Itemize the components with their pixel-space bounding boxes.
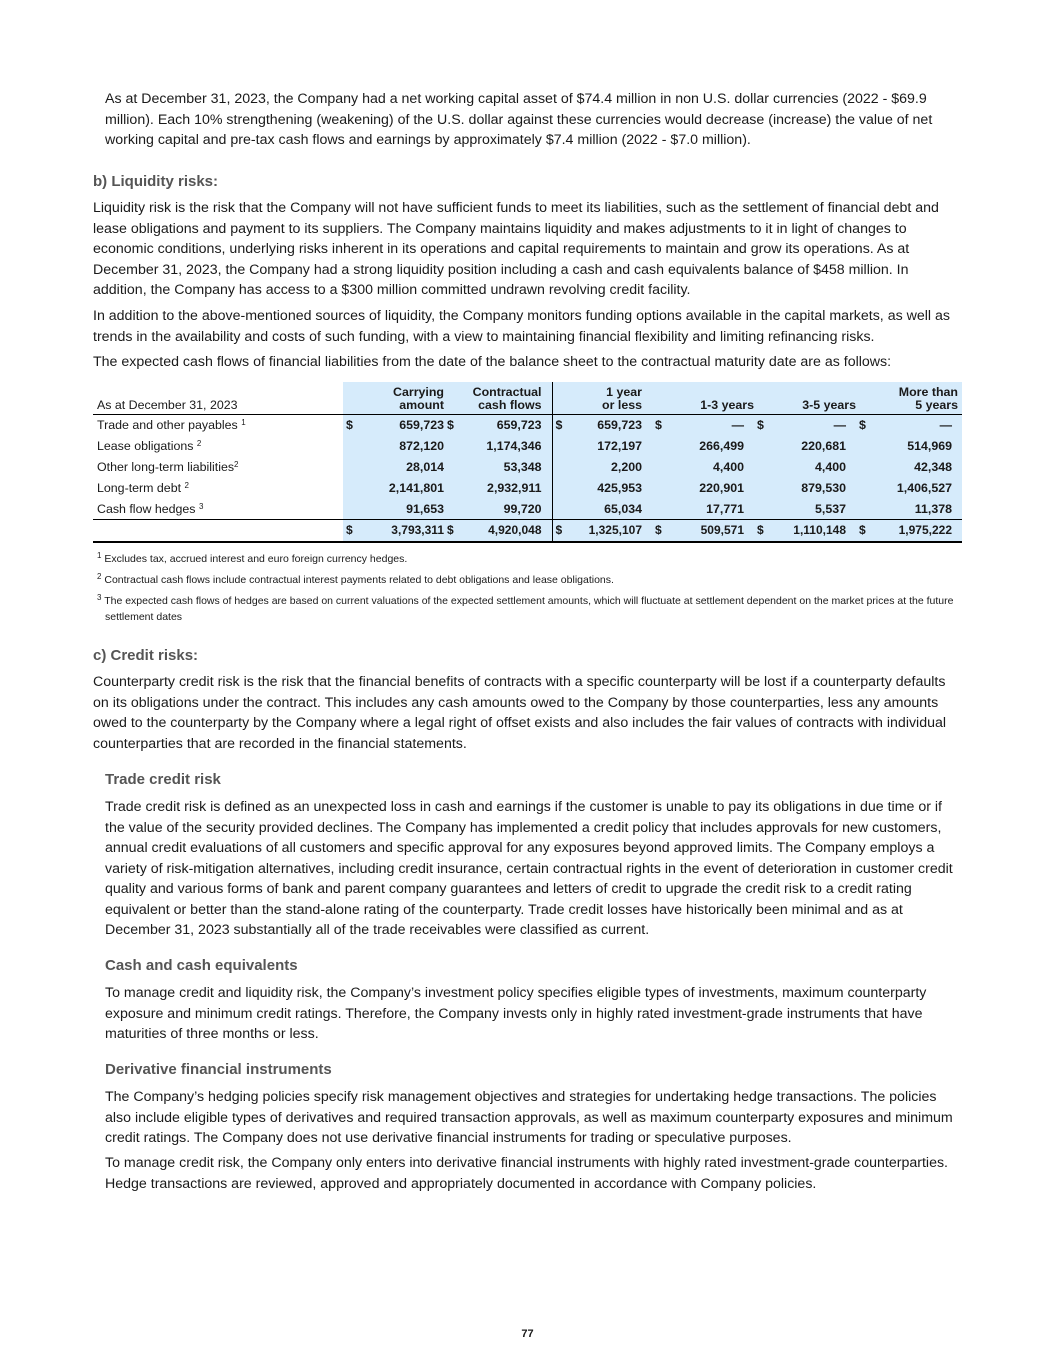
row-label: Lease obligations $^2$ xyxy=(97,439,202,454)
intro-paragraph: As at December 31, 2023, the Company had a net working capital asset of $74.4 million in non U.S. dollar currencies (2022 - $69.9 million). Each 10% strengthening (weakening) of the U.S. dollar against these currencies would decrease (increase) the value of net working capital and pre-tax cash flows and earnings by approximately $7.4 million (2022 - $7.0 million). xyxy=(105,91,933,148)
derivatives-paragraph-1: The Company’s hedging policies specify risk management objectives and strategies for undertaking hedge transactions. The policies also include eligible types of derivatives and required transaction approvals, as well as maximum counterparty exposures and minimum credit ratings. The Company does not use derivative financial instruments for trading or speculative purposes. xyxy=(105,1089,953,1146)
footnote-1: $^1$ Excludes tax, accrued interest and euro foreign currency hedges. xyxy=(97,551,408,565)
table-header-row xyxy=(93,382,962,415)
derivatives-paragraph-2: To manage credit risk, the Company only enters into derivative financial instruments with highly rated investment-grade counterparties. Hedge transactions are reviewed, approved and appropriately documented in accordance with Company policies. xyxy=(105,1155,948,1192)
table-row: Long-term debt $^2$ 2,141,801 2,932,911 425,953 220,901 879,530 1,406,527 xyxy=(93,477,962,498)
liquidity-heading: b) Liquidity risks: xyxy=(93,173,219,190)
cash-flow-maturity-table xyxy=(93,382,962,543)
page-number: 77 xyxy=(521,1328,534,1340)
table-row: Cash flow hedges $^3$ 91,653 99,720 65,034 17,771 5,537 11,378 xyxy=(93,498,962,519)
derivatives-heading: Derivative financial instruments xyxy=(105,1061,332,1078)
column-header-carrying-amount: Carrying amount xyxy=(361,382,444,415)
column-header-1-year-or-less: 1 year or less xyxy=(570,382,652,415)
table-header-label: As at December 31, 2023 xyxy=(93,382,343,415)
row-label: Trade and other payables $^1$ xyxy=(97,418,246,433)
table-row: Lease obligations $^2$ 872,120 1,174,346 172,197 266,499 220,681 514,969 xyxy=(93,436,962,457)
column-header-1-3-years: 1-3 years xyxy=(670,382,754,415)
footnote-2: $^2$ Contractual cash flows include contractual interest payments related to debt obligations and lease obligations. xyxy=(97,572,614,586)
row-label: Cash flow hedges $^3$ xyxy=(97,501,204,516)
table-row: Trade and other payables $^1$ $ 659,723 $ 659,723 $ 659,723 $ — $ — $ — xyxy=(93,415,962,436)
column-header-contractual-cash-flows: Contractual cash flows xyxy=(462,382,552,415)
cash-equivalents-paragraph: To manage credit and liquidity risk, the Company’s investment policy specifies eligible types of investments, maximum counterparty exposure and minimum credit ratings. Therefore, the Company invests only in highly rated investment-grade instruments that have maturities of three months or less. xyxy=(105,985,927,1042)
credit-paragraph: Counterparty credit risk is the risk that the financial benefits of contracts with a specific counterparty will be lost if a counterparty defaults on its obligations under the contract. This includes any cash amounts owed to the Company by those counterparties, less any amounts owed to the counterparty by the Company where a legal right of offset exists and also includes the fair values of contracts with individual counterparties that are recorded in the financial statements. xyxy=(93,674,947,752)
liquidity-paragraph-2: In addition to the above-mentioned sources of liquidity, the Company monitors funding options available in the capital markets, as well as trends in the availability and costs of such funding, with a view to maintaining financial flexibility and limiting refinancing risks. xyxy=(93,308,950,345)
liquidity-paragraph-3: The expected cash flows of financial liabilities from the date of the balance sheet to the contractual maturity date are as follows: xyxy=(93,354,892,370)
table-total-row: $ 3,793,311 $ 4,920,048 $ 1,325,107 $ 509,571 $ 1,110,148 $ 1,975,222 xyxy=(93,519,962,541)
row-label: Other long-term liabilities$^2$ xyxy=(97,459,239,474)
trade-credit-paragraph: Trade credit risk is defined as an unexpected loss in cash and earnings if the customer is unable to pay its obligations in due time or if the value of the security provided declines. The Company has implemented a credit policy that includes approvals for new customers, annual credit evaluations of all customers and specific approval for any exposures beyond approved limits. The Company employs a variety of risk-mitigation alternatives, including credit insurance, certain contractual rights in the event of deterioration in customer credit quality and various forms of bank and parent company guarantees and letters of credit to upgrade the credit risk to a credit rating equivalent or better than the stand-alone rating of the counterparty. Trade credit losses have historically been minimal and as at December 31, 2023 substantially all of the trade receivables were classified as current. xyxy=(105,799,953,938)
column-header-more-than-5-years: More than 5 years xyxy=(874,382,962,415)
credit-heading: c) Credit risks: xyxy=(93,647,199,664)
row-label: Long-term debt $^2$ xyxy=(97,480,189,495)
table-row: Other long-term liabilities$^2$ 28,014 53,348 2,200 4,400 4,400 42,348 xyxy=(93,457,962,478)
liquidity-paragraph-1: Liquidity risk is the risk that the Company will not have sufficient funds to meet its liabilities, such as the settlement of financial debt and lease obligations and payment to its suppliers. The Company maintains liquidity and makes adjustments to it in light of changes to economic conditions, underlying risks inherent in its operations and capital requirements to maintain and grow its operations. As at December 31, 2023, the Company had a strong liquidity position including a cash and cash equivalents balance of $458 million. In addition, the Company has access to a $300 million committed undrawn revolving credit facility. xyxy=(93,200,939,298)
trade-credit-heading: Trade credit risk xyxy=(105,771,221,788)
column-header-3-5-years: 3-5 years xyxy=(772,382,856,415)
cash-equivalents-heading: Cash and cash equivalents xyxy=(105,957,298,974)
footnote-3: $^3$ The expected cash flows of hedges are based on current valuations of the expected settlement amounts, which will fluctuate at settlement dependent on the market prices at the future settlement dates xyxy=(97,593,954,623)
